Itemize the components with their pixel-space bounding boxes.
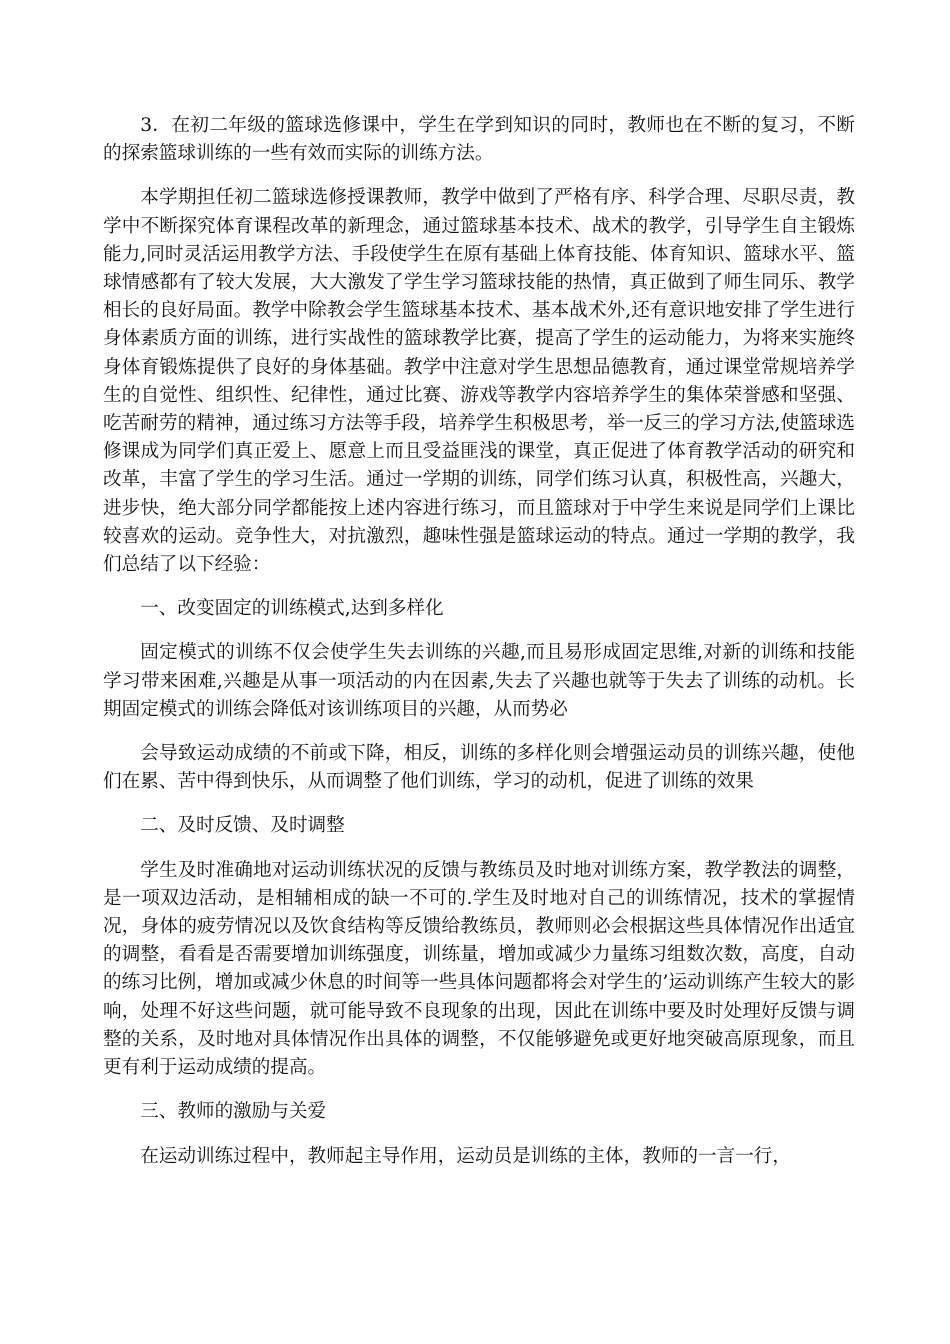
heading-section-3: 三、教师的激励与关爱 — [140, 1101, 327, 1123]
heading-section-2: 二、及时反馈、及时调整 — [140, 815, 345, 837]
paragraph-section-2: 学生及时准确地对运动训练状况的反馈与教练员及时地对训练方案，教学教法的调整，是一项双边活动，是相辅相成的缺一不可的.学生及时地对自己的训练情况，技术的掌握情况，身体的疲劳情况以及饮食结构等反馈给教练员，教师则必会根据这些具体情况作出适宜的调整，看看是否需要增加训练强度，训练量，增加或减少力量练习组数次数，高度，自动的练习比例，增加或减少休息的时间等一些具体问题都将会对学生的’运动训练产生较大的影响，处理不好这些问题，就可能导致不良现象的出现，因此在训练中要及时处理好反馈与调整的关系，及时地对具体情况作出具体的调整，不仅能够避免或更好地突破高原现象，而且更有利于运动成绩的提高。 — [103, 859, 855, 1079]
heading-section-1: 一、改变固定的训练模式,达到多样化 — [140, 598, 444, 620]
paragraph-semester-summary: 本学期担任初二篮球选修授课教师，教学中做到了严格有序、科学合理、尽职尽责，教学中不断探究体育课程改革的新理念，通过篮球基本技术、战术的教学，引导学生自主锻炼能力,同时灵活运用教学方法、手段使学生在原有基础上体育技能、体育知识、篮球水平、篮球情感都有了较大发展，大大激发了学生学习篮球技能的热情，真正做到了师生同乐、教学相长的良好局面。教学中除教会学生篮球基本技术、基本战术外,还有意识地安排了学生进行身体素质方面的训练，进行实战性的篮球教学比赛，提高了学生的运动能力，为将来实施终身体育锻炼提供了良好的身体基础。教学中注意对学生思想品德教育，通过课堂常规培养学生的自觉性、组织性、纪律性，通过比赛、游戏等教学内容培养学生的集体荣誉感和坚强、吃苦耐劳的精神，通过练习方法等手段，培养学生积极思考，举一反三的学习方法,使篮球选修课成为同学们真正爱上、愿意上而且受益匪浅的课堂，真正促进了体育教学活动的研究和改革，丰富了学生的学习生活。通过一学期的训练，同学们练习认真，积极性高，兴趣大，进步快，绝大部分同学都能按上述内容进行练习，而且篮球对于中学生来说是同学们上课比较喜欢的运动。竞争性大，对抗激烈，趣味性强是篮球运动的特点。通过一学期的教学，我们总结了以下经验： — [103, 187, 855, 576]
paragraph-intro-item-3: 3．在初二年级的篮球选修课中，学生在学到知识的同时，教师也在不断的复习，不断的探索篮球训练的一些有效而实际的训练方法。 — [103, 115, 855, 165]
paragraph-section-1-part-2: 会导致运动成绩的不前或下降，相反，训练的多样化则会增强运动员的训练兴趣，使他们在累、苦中得到快乐，从而调整了他们训练，学习的动机，促进了训练的效果 — [103, 743, 855, 793]
document-page — [103, 112, 855, 1187]
paragraph-section-1-part-1: 固定模式的训练不仅会使学生失去训练的兴趣,而且易形成固定思维,对新的训练和技能学习带来困难,兴趣是从事一项活动的内在因素,失去了兴趣也就等于失去了训练的动机。长期固定模式的训练会降低对该训练项目的兴趣，从而势必 — [103, 642, 855, 720]
paragraph-section-3: 在运动训练过程中，教师起主导作用，运动员是训练的主体，教师的一言一行， — [140, 1145, 791, 1167]
